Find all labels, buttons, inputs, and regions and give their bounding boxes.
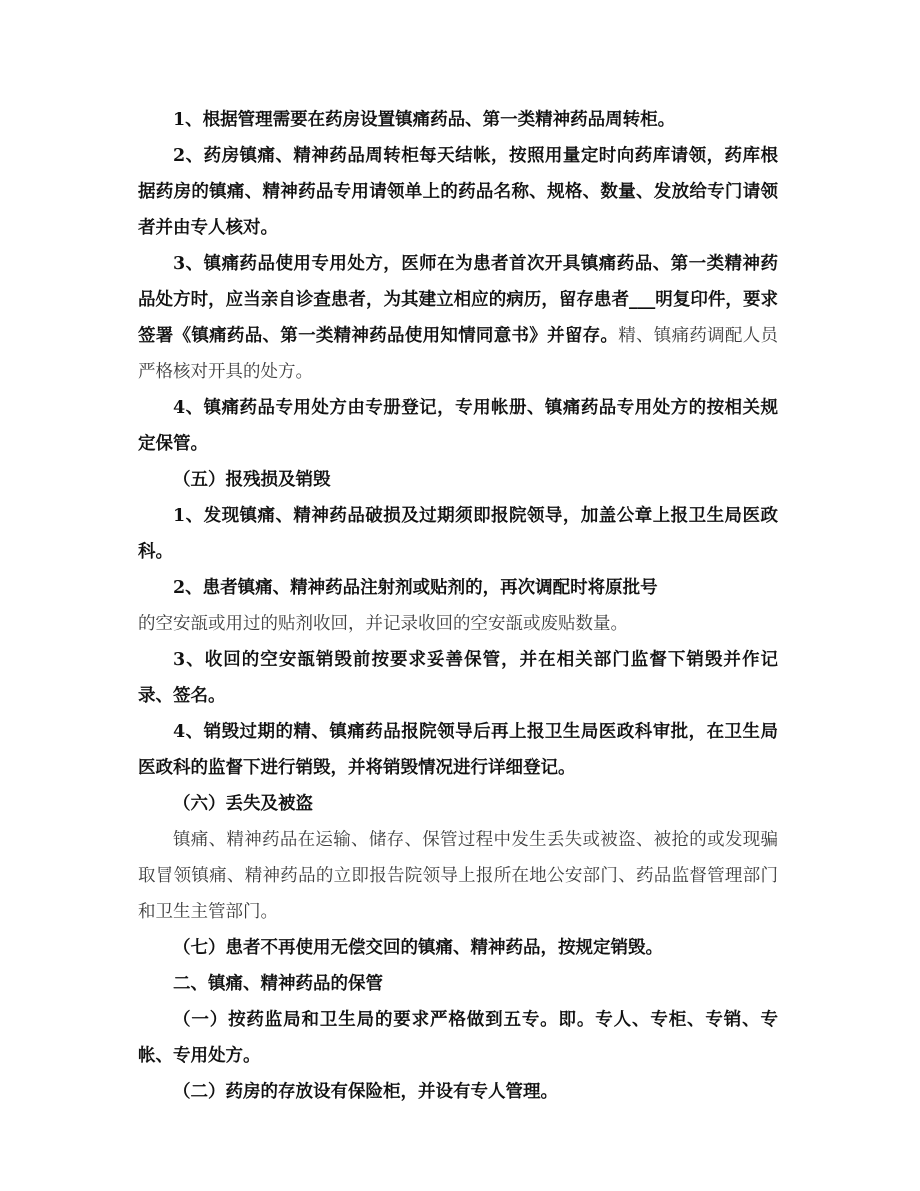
paragraph-5-2-continued: 的空安瓿或用过的贴剂收回，并记录收回的空安瓿或废贴数量。 <box>138 614 628 634</box>
section-heading-2: 二、镇痛、精神药品的保管 <box>173 974 383 994</box>
paragraph-3-main: 3、镇痛药品使用专用处方，医师在为患者首次开具镇痛药品、第一类精神药品处方时，应当亲自诊查患者，为其建立相应的病历，留存患者___明复印件，要求签署《镇痛药品、第一类精神药品使用知情同意书》并留存。 <box>138 254 778 346</box>
paragraph-5-3: 3、收回的空安瓿销毁前按要求妥善保管，并在相关部门监督下销毁并作记录、签名。 <box>138 650 778 706</box>
paragraph-2-1: （一）按药监局和卫生局的要求严格做到五专。即。专人、专柜、专销、专帐、专用处方。 <box>138 1010 778 1066</box>
paragraph-5-4: 4、销毁过期的精、镇痛药品报院领导后再上报卫生局医政科审批，在卫生局医政科的监督下进行销毁，并将销毁情况进行详细登记。 <box>138 722 778 778</box>
paragraph-4: 4、镇痛药品专用处方由专册登记，专用帐册、镇痛药品专用处方的按相关规定保管。 <box>138 398 778 454</box>
paragraph-5-2: 2、患者镇痛、精神药品注射剂或贴剂的，再次调配时将原批号 <box>173 578 658 598</box>
section-heading-7: （七）患者不再使用无偿交回的镇痛、精神药品，按规定销毁。 <box>173 938 663 958</box>
document-body <box>138 102 778 1110</box>
paragraph-3-tail: 精、镇痛药调配人员严格核对开具的处方。 <box>138 326 779 382</box>
section-heading-6: （六）丢失及被盗 <box>173 794 313 814</box>
paragraph-2-2: （二）药房的存放设有保险柜，并设有专人管理。 <box>173 1082 558 1102</box>
paragraph-6-body: 镇痛、精神药品在运输、储存、保管过程中发生丢失或被盗、被抢的或发现骗取冒领镇痛、精神药品的立即报告院领导上报所在地公安部门、药品监督管理部门和卫生主管部门。 <box>138 830 778 922</box>
paragraph-5-1: 1、发现镇痛、精神药品破损及过期须即报院领导，加盖公章上报卫生局医政科。 <box>138 506 778 562</box>
section-heading-5: （五）报残损及销毁 <box>173 470 331 490</box>
paragraph-3 <box>138 246 778 390</box>
paragraph-1: 1、根据管理需要在药房设置镇痛药品、第一类精神药品周转柜。 <box>173 110 676 130</box>
paragraph-2: 2、药房镇痛、精神药品周转柜每天结帐，按照用量定时向药库请领，药库根据药房的镇痛、精神药品专用请领单上的药品名称、规格、数量、发放给专门请领者并由专人核对。 <box>138 146 778 238</box>
